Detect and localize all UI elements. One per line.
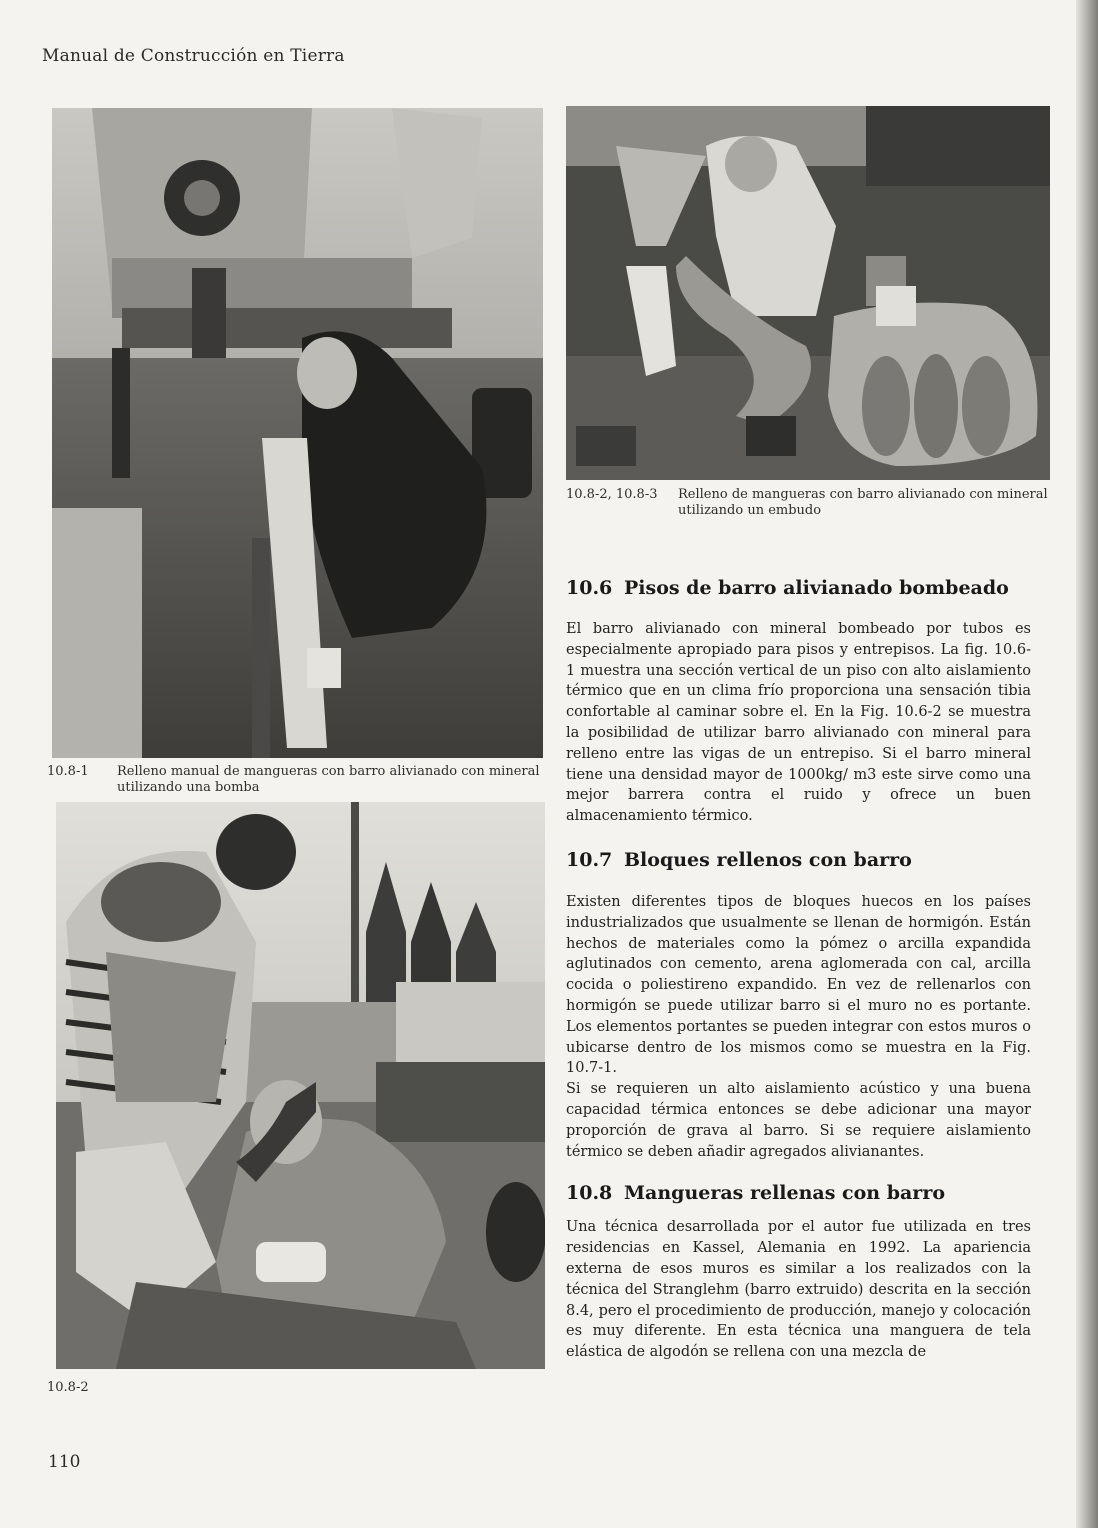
section-10-6-paragraph: El barro alivianado con mineral bombeado por tubos es especialmente apropiado para pisos y entrepisos. La fig. 10.6-1 muestra una sección vertical de un piso con alto aislamiento térmico que en un clima frío proporciona una sensación tibia confortable al caminar sobre el. En la Fig. 10.6-2 se muestra la posibilidad de utilizar barro alivianado con mineral para relleno entre las vigas de un entrepiso. Si el barro mineral tiene una densidad mayor de 1000kg/ m3 este sirve como una mejor barrera contra el ruido y ofrece un buen almacenamiento térmico. xyxy=(566,621,1031,825)
page-edge-shadow xyxy=(1076,0,1098,1528)
figure-caption-10-8-2 xyxy=(47,1380,167,1398)
section-heading-10-7 xyxy=(566,846,1031,874)
section-heading-10-6 xyxy=(566,574,1031,602)
section-10-7-paragraph-2: Si se requieren un alto aislamiento acústico y una buena capacidad térmica entonces se debe adicionar una mayor proporción de grava al barro. Si se requiere aislamiento térmico se deben añadir agregados alivianantes. xyxy=(566,1081,1031,1160)
figure-number: 10.8-2, 10.8-3 xyxy=(566,487,658,502)
figure-caption-10-8-1 xyxy=(47,764,547,800)
figure-number: 10.8-2 xyxy=(47,1380,89,1395)
section-number: 10.8 xyxy=(566,1182,613,1205)
figure-caption-10-8-2-10-8-3 xyxy=(566,487,1050,523)
section-title: Pisos de barro alivianado bombeado xyxy=(624,577,1009,599)
section-title: Bloques rellenos con barro xyxy=(624,848,912,871)
section-number: 10.7 xyxy=(566,848,613,871)
section-10-8-paragraph: Una técnica desarrollada por el autor fue utilizada en tres residencias en Kassel, Alemania en 1992. La apariencia externa de esos muros es similar a los realizados con la técnica del Stranglehm (barro extruido) descrita en la sección 8.4, pero el procedimiento de producción, manejo y colocación es muy diferente. En esta técnica una manguera de tela elástica de algodón se rellena con una mezcla de xyxy=(566,1219,1031,1361)
section-10-7-paragraph-1: Existen diferentes tipos de bloques huecos en los países industrializados que usualmente se llenan de hormigón. Están hechos de materiales como la pómez o arcilla expandida aglutinados con cemento, arena aglomerada con cal, arcilla cocida o poliestireno expandido. En vez de rellenarlos con hormigón se puede utilizar barro si el muro no es portante. Los elementos portantes se pueden integrar con estos muros o ubicarse dentro de los mismos como se muestra en la Fig. 10.7-1. xyxy=(566,893,1031,1077)
running-head: Manual de Construcción en Tierra xyxy=(42,46,345,66)
section-number: 10.6 xyxy=(566,577,613,599)
text-column xyxy=(566,574,1031,1363)
photo-hose-filling-with-funnel xyxy=(566,106,1050,480)
section-heading-10-8 xyxy=(566,1179,1031,1207)
figure-caption-text: Relleno de mangueras con barro alivianado con mineral utilizando un embudo xyxy=(678,487,1048,518)
figure-number: 10.8-1 xyxy=(47,764,89,779)
photo-pouring-into-funnel xyxy=(56,802,545,1369)
page-number: 110 xyxy=(48,1452,81,1472)
photo-hose-filling-with-pump xyxy=(52,108,543,758)
section-title: Mangueras rellenas con barro xyxy=(624,1182,945,1205)
figure-caption-text: Relleno manual de mangueras con barro alivianado con mineral utilizando una bomba xyxy=(117,764,540,795)
